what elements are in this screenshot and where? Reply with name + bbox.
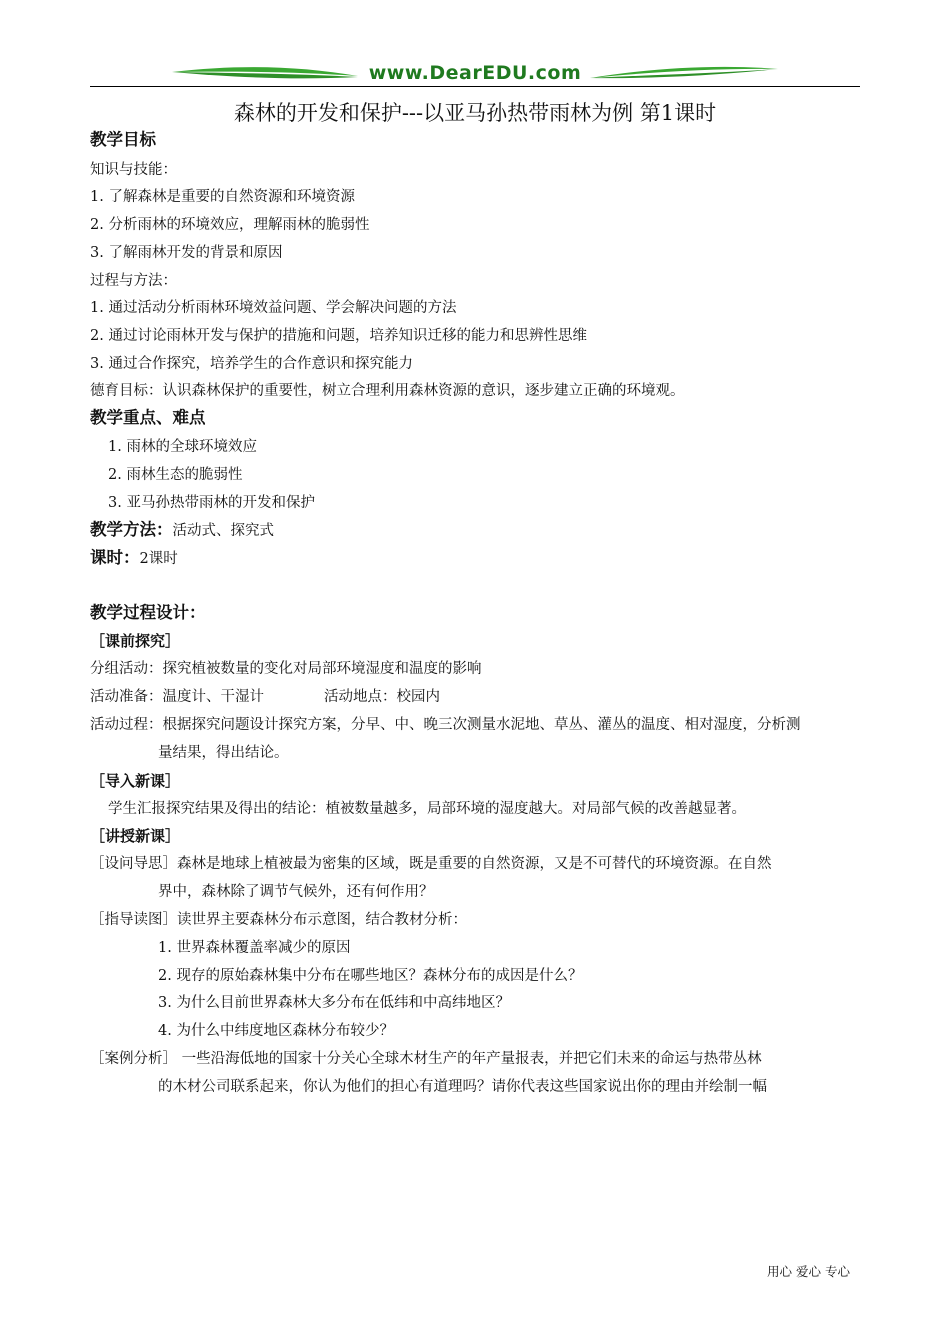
hours-row (90, 548, 860, 569)
list-item: 1. 了解森林是重要的自然资源和环境资源 (90, 189, 355, 205)
hours-label: 课时： (90, 548, 140, 567)
process-label: 过程与方法： (90, 273, 177, 289)
list-item: 2. 雨林生态的脆弱性 (108, 467, 243, 483)
moral-objective: 德育目标：认识森林保护的重要性，树立合理利用森林资源的意识，逐步建立正确的环境观。 (90, 383, 685, 399)
site-logo-text: www.DearEDU.com (368, 62, 582, 84)
knowledge-label: 知识与技能： (90, 162, 177, 178)
question-line1: ［设问导思］森林是地球上植被最为密集的区域，既是重要的自然资源，又是不可替代的环境资源。在自然 (90, 856, 772, 872)
document-title: 森林的开发和保护---以亚马孙热带雨林为例 第1课时 (233, 101, 717, 125)
key-points-heading: 教学重点、难点 (90, 408, 206, 427)
objectives-heading: 教学目标 (90, 130, 156, 149)
activity-prep-row (90, 687, 860, 707)
hours-value: 2课时 (139, 551, 178, 567)
question-line2: 界中，森林除了调节气候外，还有何作用？ (158, 884, 434, 900)
page-footer: 用心 爱心 专心 (767, 1264, 850, 1279)
method-label: 教学方法： (90, 520, 173, 539)
activity-prep: 活动准备：温度计、干湿计 (90, 689, 264, 705)
case-line2: 的木材公司联系起来，你认为他们的担心有道理吗？请你代表这些国家说出你的理由并绘制一幅 (158, 1079, 767, 1095)
list-item: 3. 亚马孙热带雨林的开发和保护 (108, 495, 315, 511)
reading-guide: ［指导读图］读世界主要森林分布示意图，结合教材分析： (90, 912, 467, 928)
case-line1: ［案例分析］ 一些沿海低地的国家十分关心全球木材生产的年产量报表，并把它们未来的命运与热带丛林 (90, 1051, 762, 1067)
method-row (90, 520, 860, 541)
list-item: 1. 世界森林覆盖率减少的原因 (158, 940, 351, 956)
list-item: 1. 雨林的全球环境效应 (108, 439, 257, 455)
list-item: 2. 分析雨林的环境效应，理解雨林的脆弱性 (90, 217, 370, 233)
list-item: 1. 通过活动分析雨林环境效益问题、学会解决问题的方法 (90, 300, 457, 316)
list-item: 3. 了解雨林开发的背景和原因 (90, 245, 283, 261)
activity-steps-line2: 量结果，得出结论。 (158, 745, 289, 761)
list-item: 2. 现存的原始森林集中分布在哪些地区？森林分布的成因是什么？ (158, 968, 583, 984)
list-item: 4. 为什么中纬度地区森林分布较少？ (158, 1023, 394, 1039)
list-item: 3. 通过合作探究，培养学生的合作意识和探究能力 (90, 356, 413, 372)
intro-tag: ［导入新课］ (90, 772, 181, 790)
process-heading: 教学过程设计： (90, 603, 206, 622)
list-item: 2. 通过讨论雨林开发与保护的措施和问题，培养知识迁移的能力和思辨性思维 (90, 328, 587, 344)
pre-class-tag: ［课前探究］ (90, 632, 181, 650)
page-header (90, 58, 860, 90)
list-item: 3. 为什么目前世界森林大多分布在低纬和中高纬地区？ (158, 995, 510, 1011)
activity-location: 活动地点：校园内 (324, 689, 440, 705)
header-rule (90, 86, 860, 87)
group-activity: 分组活动：探究植被数量的变化对局部环境湿度和温度的影响 (90, 661, 482, 677)
method-value: 活动式、探究式 (172, 523, 274, 539)
lecture-tag: ［讲授新课］ (90, 827, 181, 845)
intro-text: 学生汇报探究结果及得出的结论：植被数量越多，局部环境的湿度越大。对局部气候的改善越显著。 (108, 801, 746, 817)
activity-steps-line1: 活动过程：根据探究问题设计探究方案，分早、中、晚三次测量水泥地、草丛、灌丛的温度、相对湿度，分析测 (90, 717, 801, 733)
